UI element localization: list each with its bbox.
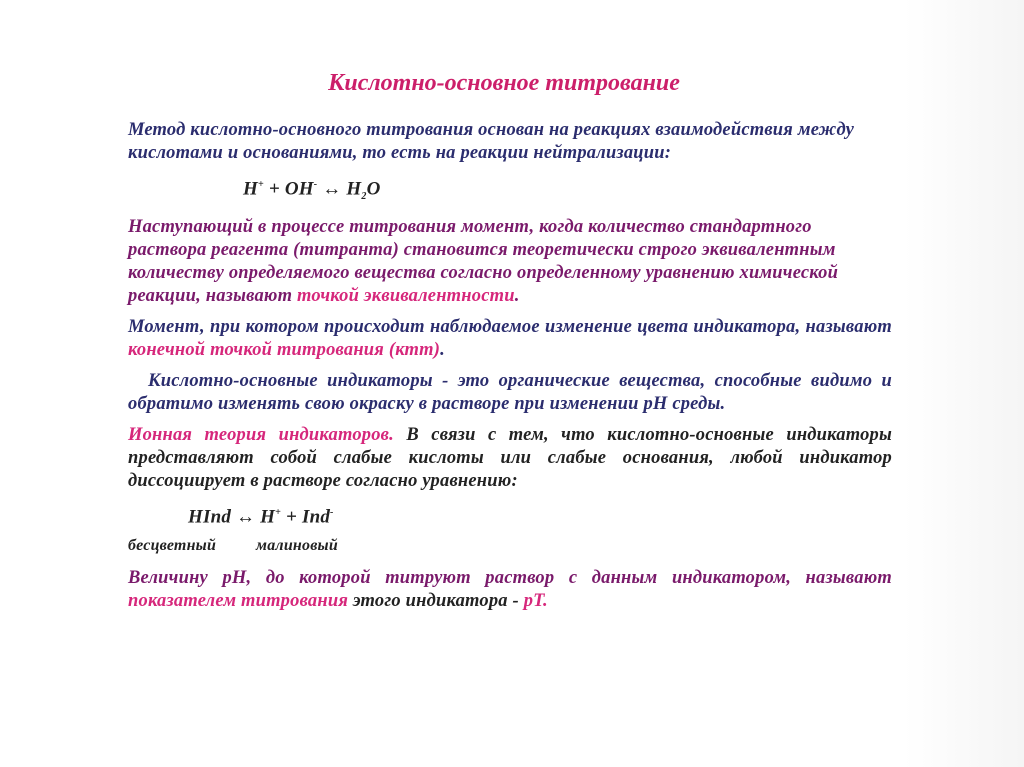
paragraph-endpoint: Момент, при котором происходит наблюдаемое изменение цвета индикатора, называют конечной точкой титрования (ктт). — [128, 317, 892, 361]
paragraph-equivalence-point: Наступающий в процессе титрования момент, когда количество стандартного раствора реагента (титранта) становится теоретически строго эквивалентным количеству определяемого вещества согласно определенному уравнению химической реакции, называют точкой эквивалентности. — [128, 217, 839, 307]
indicator-color-labels — [128, 534, 892, 557]
paragraph-ionic-theory: Ионная теория индикаторов. В связи с тем, что кислотно-основные индикаторы представляют собой слабые кислоты или слабые основания, любой индикатор диссоциирует в растворе согласно уравнению: — [128, 425, 893, 492]
page-shadow — [904, 0, 1024, 767]
slide — [128, 70, 892, 621]
paragraph-titration-index: Величину pH, до которой титруют раствор с данным индикатором, называют показателем титрования этого индикатора - pT. — [128, 568, 892, 612]
slide-title: Кислотно-основное титрование — [328, 70, 680, 96]
label-colorless: бесцветный — [128, 537, 217, 555]
paragraph-indicators: Кислотно-основные индикаторы - это органические вещества, способные видимо и обратимо изменять свою окраску в растворе при изменении pH среды. — [128, 371, 892, 415]
term-ionic-theory: Ионная теория индикаторов. — [128, 425, 394, 446]
paragraph-method: Метод кислотно-основного титрования основан на реакциях взаимодействия между кислотами и основаниями, то есть на реакции нейтрализации: — [128, 120, 855, 163]
term-equivalence-point: точкой эквивалентности — [297, 286, 515, 307]
term-pt: pT. — [523, 591, 548, 612]
term-endpoint: конечной точкой титрования (ктт) — [128, 340, 441, 361]
label-crimson: малиновый — [256, 537, 338, 555]
indicator-equation: HInd ↔ H+ + Ind- — [188, 506, 334, 528]
term-titration-index: показателем титрования — [128, 591, 349, 612]
neutralization-equation: H+ + OH- ↔ $H_2O$ — [243, 178, 381, 203]
